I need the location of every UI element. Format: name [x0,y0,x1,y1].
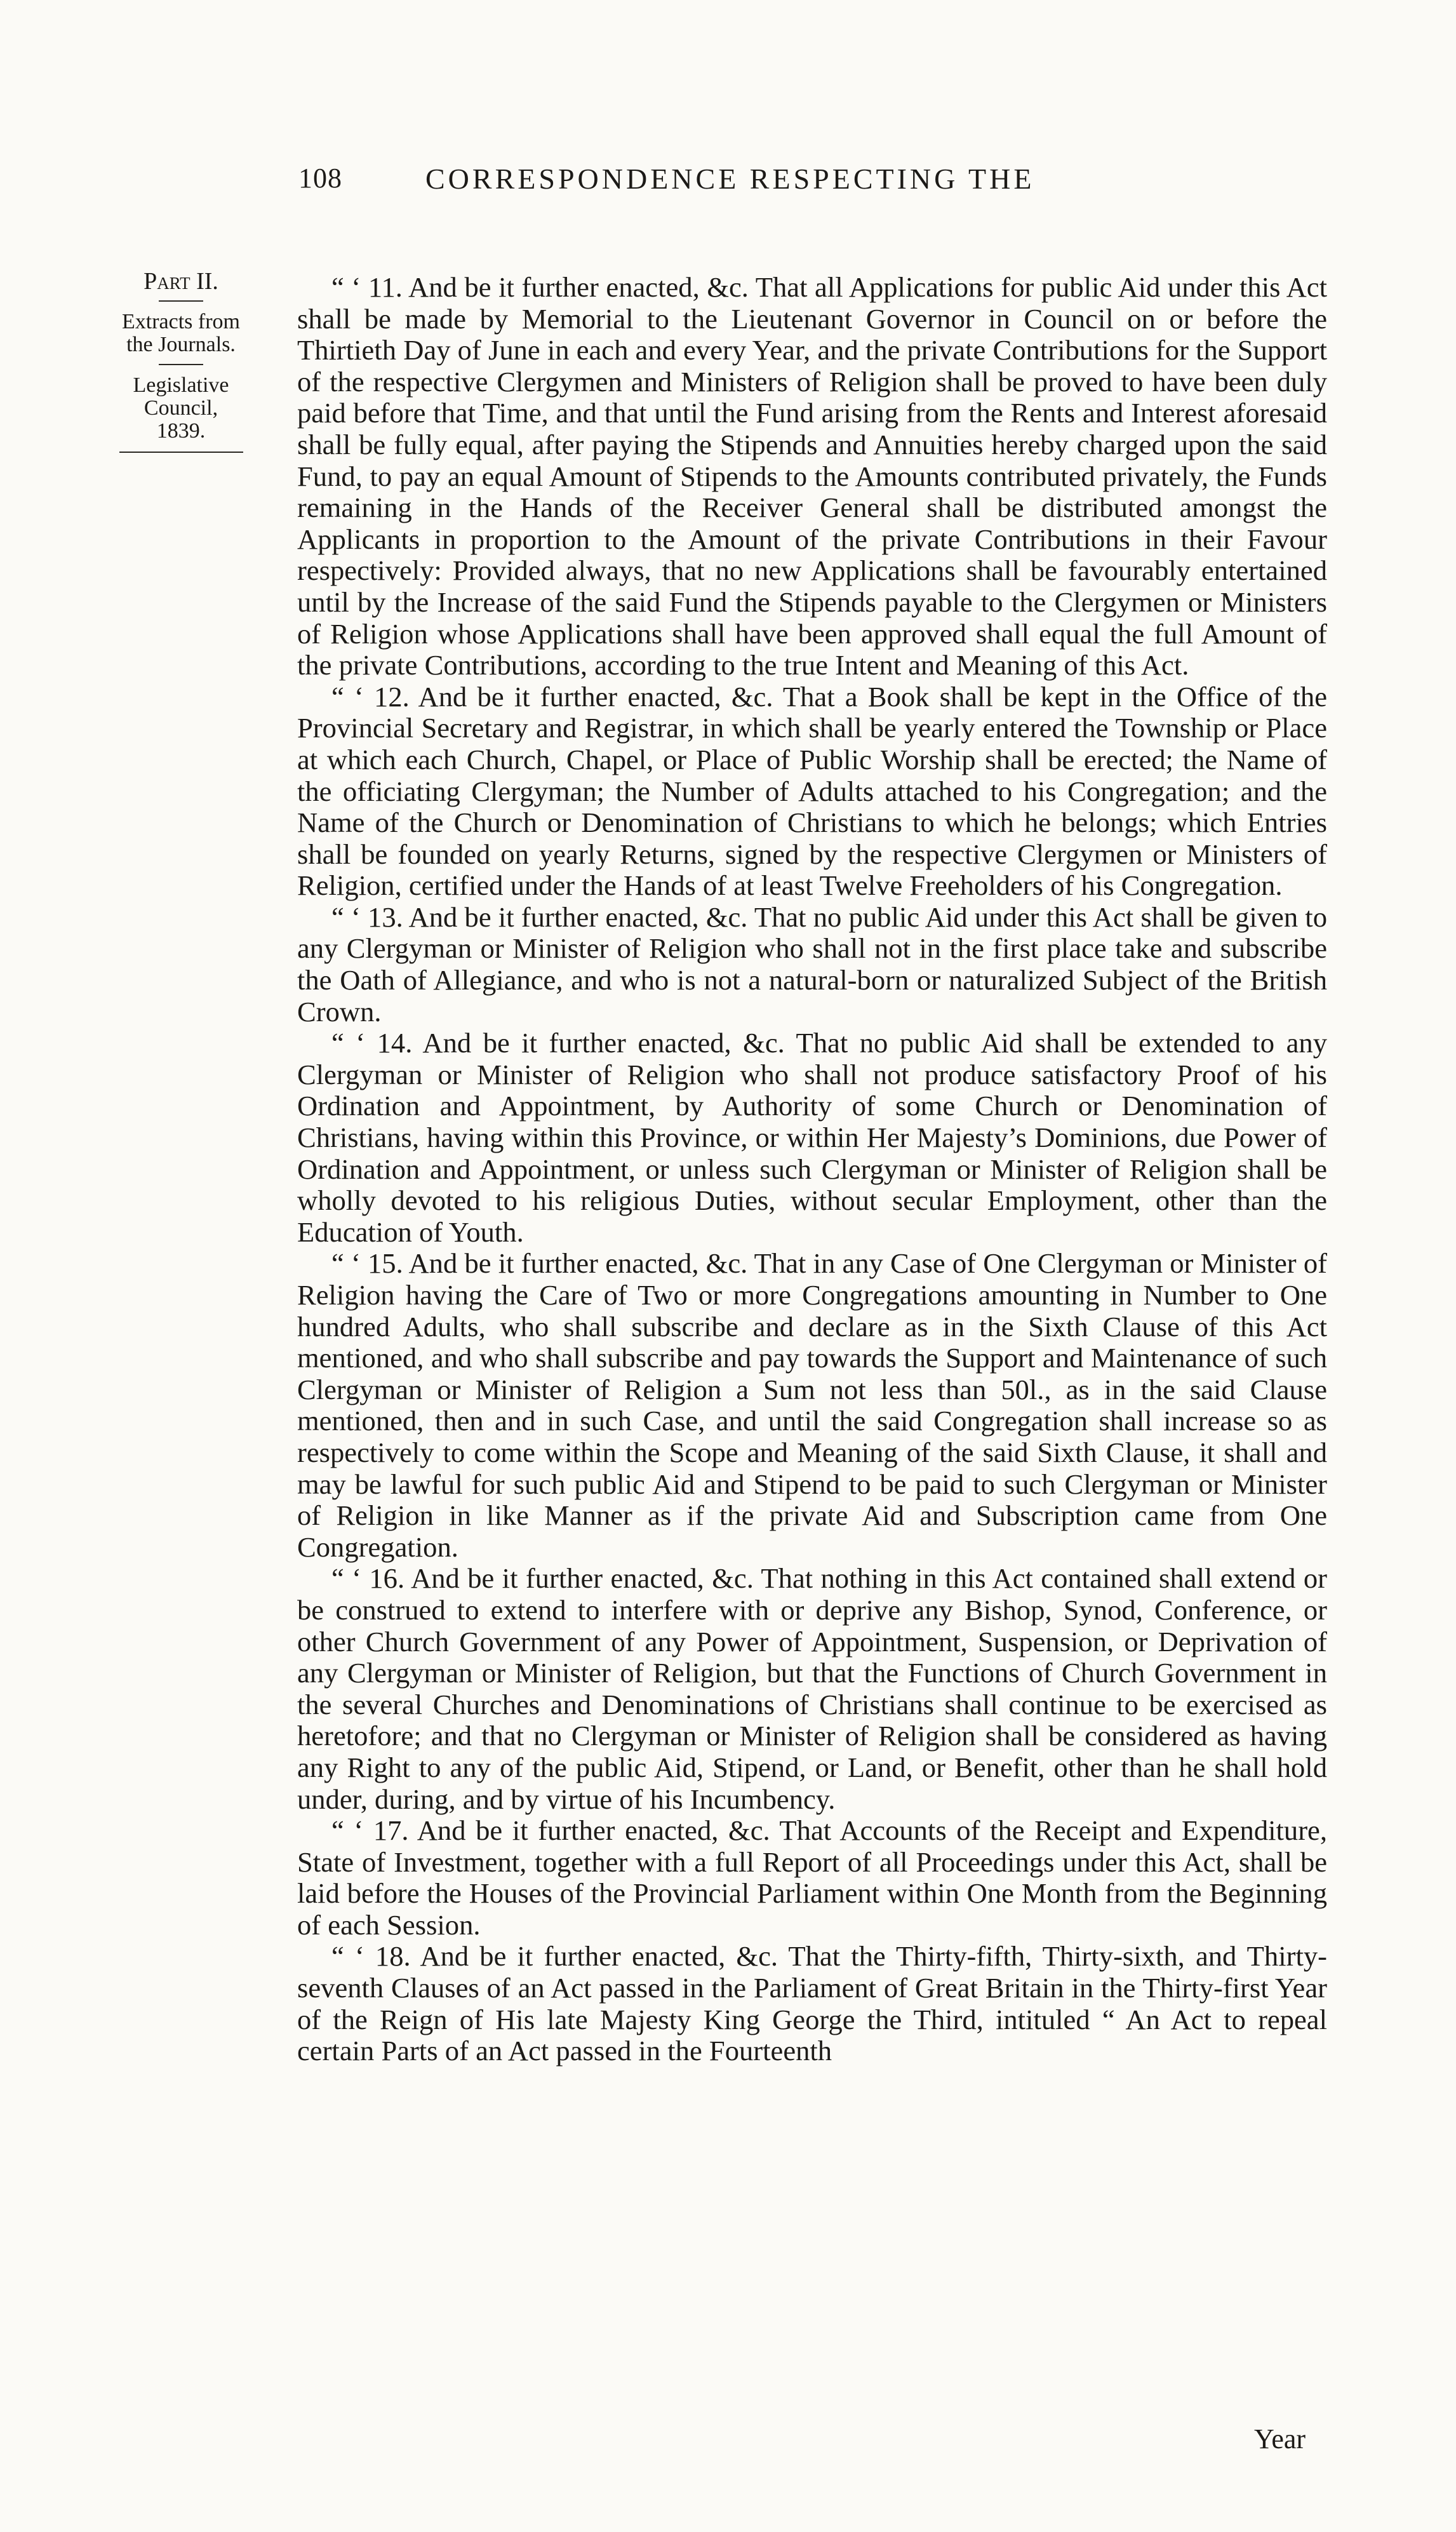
page-number: 108 [298,163,342,194]
margin-council-line2: Council, [144,396,218,420]
clause-16: “ ‘ 16. And be it further enacted, &c. That nothing in this Act contained shall extend or be construed to extend to interfere with or deprive any Bishop, Synod, Conference, or other Church Government of any Power of Appointment, Suspension, or Deprivation of any Clergyman or Minister of Religion, but that the Functions of Church Government in the several Churches and Denominations of Christians shall continue to be exercised as heretofore; and that no Clergyman or Minister of Religion shall be considered as having any Right to any of the public Aid, Stipend, or Land, or Benefit, other than he shall hold under, during, and by virtue of his Incumbency. [297,1562,1327,1815]
margin-part-label: Part II. [144,268,218,295]
catchword: Year [1254,2423,1306,2455]
running-title: CORRESPONDENCE RESPECTING THE [425,163,1035,195]
margin-council-line1: Legislative [133,373,229,397]
clause-15: “ ‘ 15. And be it further enacted, &c. That in any Case of One Clergyman or Minister of Religion having the Care of Two or more Congregations amounting in Number to One hundred Adults, who shall subscribe and declare as in the Sixth Clause of this Act mentioned, and who shall subscribe and pay towards the Support and Maintenance of such Clergyman or Minister of Religion a Sum not less than 50l., as in the said Clause mentioned, then and in such Case, and until the said Congregation shall increase so as respectively to come within the Scope and Meaning of the said Sixth Clause, it shall and may be lawful for such public Aid and Stipend to be paid to such Clergyman or Minister of Religion in like Manner as if the private Aid and Subscription came from One Congregation. [297,1247,1327,1563]
clause-17: “ ‘ 17. And be it further enacted, &c. That Accounts of the Receipt and Expenditure, State of Investment, together with a full Report of all Proceedings under this Act, shall be laid before the Houses of the Provincial Parliament within One Month from the Beginning of each Session. [297,1814,1327,1941]
clause-12: “ ‘ 12. And be it further enacted, &c. That a Book shall be kept in the Office of the Provincial Secretary and Registrar, in which shall be yearly entered the Township or Place at which each Church, Chapel, or Place of Public Worship shall be erected; the Name of the officiating Clergyman; the Number of Adults attached to his Congregation; and the Name of the Church or Denomination of Christians to which he belongs; which Entries shall be founded on yearly Returns, signed by the respective Clergymen or Ministers of Religion, certified under the Hands of at least Twelve Freeholders of his Congregation. [297,680,1327,902]
margin-rule [119,452,243,453]
margin-extracts-line1: Extracts from [122,310,240,333]
margin-note [117,270,244,453]
main-text [297,272,1327,2067]
margin-divider [159,364,203,365]
clause-11: “ ‘ 11. And be it further enacted, &c. That all Applications for public Aid under this Act shall be made by Memorial to the Lieutenant Governor in Council on or before the Thirtieth Day of June in each and every Year, and the private Contributions for the Support of the respective Clergymen and Ministers of Religion shall be proved to have been duly paid before that Time, and that until the Fund arising from the Rents and Interest aforesaid shall be fully equal, after paying the Stipends and Annuities hereby charged upon the said Fund, to pay an equal Amount of Stipends to the Amounts contributed privately, the Funds remaining in the Hands of the Receiver General shall be distributed amongst the Applicants in proportion to the Amount of the private Contributions in their Favour respectively: Provided always, that no new Applications shall be favourably entertained until by the Increase of the said Fund the Stipends payable to the Clergymen or Ministers of Religion whose Applications shall have been approved shall equal the full Amount of the private Contributions, according to the true Intent and Meaning of this Act. [297,271,1327,681]
clause-18: “ ‘ 18. And be it further enacted, &c. That the Thirty-fifth, Thirty-sixth, and Thirty-seventh Clauses of an Act passed in the Parliament of Great Britain in the Thirty-first Year of the Reign of His late Majesty King George the Third, intituled “ An Act to repeal certain Parts of an Act passed in the Fourteenth [297,1940,1327,2067]
margin-extracts-line2: the Journals. [126,333,236,356]
clause-13: “ ‘ 13. And be it further enacted, &c. That no public Aid under this Act shall be given to any Clergyman or Minister of Religion who shall not in the first place take and subscribe the Oath of Allegiance, and who is not a natural-born or naturalized Subject of the British Crown. [297,901,1327,1028]
clause-14: “ ‘ 14. And be it further enacted, &c. That no public Aid shall be extended to any Clergyman or Minister of Religion who shall not produce satisfactory Proof of his Ordination and Appointment, by Authority of some Church or Denomination of Christians, having within this Province, or within Her Majesty’s Dominions, due Power of Ordination and Appointment, or unless such Clergyman or Minister of Religion shall be wholly devoted to his religious Duties, without secular Employment, other than the Education of Youth. [297,1027,1327,1248]
margin-divider [159,300,203,302]
margin-council-line3: 1839. [156,419,206,443]
page-header [298,162,1327,213]
